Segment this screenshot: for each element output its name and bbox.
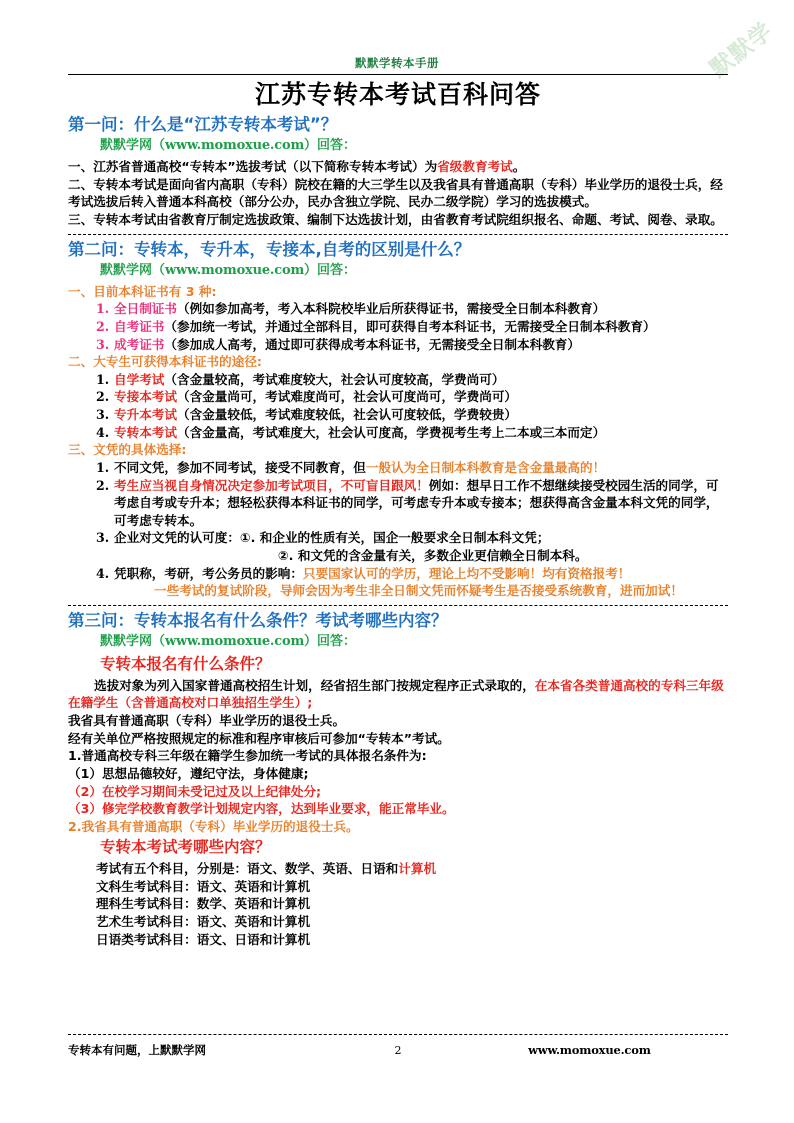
momoxue-url[interactable]: www.momoxue.com xyxy=(165,262,305,278)
list-item xyxy=(96,406,728,424)
q3-subheading-subjects: 专转本考试考哪些内容？ xyxy=(100,838,271,857)
list-item xyxy=(96,424,728,442)
item-desc: （参加统一考试，并通过全部科目，即可获得自考本科证书，无需接受全日制本科教育） xyxy=(164,318,656,334)
document-title: 江苏专转本考试百科问答 xyxy=(254,80,541,109)
item-highlight: 只要国家认可的学历，理论上均不受影响！均有资格报考！ xyxy=(302,565,631,581)
item-name: 专接本考试 xyxy=(114,389,177,405)
item-number: 2. xyxy=(96,318,110,334)
q1-point-1-tail: 。 xyxy=(512,159,526,175)
answer-suffix: ）回答： xyxy=(304,138,357,154)
list-item xyxy=(96,477,728,530)
item-desc: （例如参加高考，考入本科院校毕业后所获得证书，需接受全日制本科教育） xyxy=(176,301,606,317)
q3-subheading-requirements: 专转本报名有什么条件？ xyxy=(100,655,271,674)
item-text: 企业对文凭的认可度：①. 和企业的性质有关，国企一般要求全日制本科文凭； xyxy=(114,530,550,546)
item-desc: （含金量较高，考试难度较大，社会认可度较高，学费尚可） xyxy=(164,371,505,387)
list-item xyxy=(96,336,728,354)
q3-subjects-intro xyxy=(96,860,728,878)
q2-section-1-heading: 一、目前本科证书有 3 种: xyxy=(68,283,217,299)
list-item xyxy=(96,388,728,406)
list-item: 艺术生考试科目：语文、英语和计算机 xyxy=(96,913,311,929)
q3-paragraph-3: 经有关单位严格按照规定的标准和程序审核后可参加“专转本”考试。 xyxy=(68,730,450,746)
momoxue-url[interactable]: www.momoxue.com xyxy=(165,138,305,154)
q1-point-1-text: 一、江苏省普通高校“专转本”选拔考试（以下简称专转本考试）为 xyxy=(68,159,438,175)
momoxue-url[interactable]: www.momoxue.com xyxy=(165,634,305,650)
list-item xyxy=(96,371,728,389)
item-number: 4. xyxy=(96,424,110,440)
item-text: 凭职称，考研，考公务员的影响： xyxy=(114,565,303,581)
question-3-answer-source xyxy=(100,633,728,652)
q3-paragraph-4: 1.普通高校专科三年级在籍学生参加统一考试的具体报名条件为: xyxy=(68,748,427,764)
q1-point-1 xyxy=(68,158,728,176)
subjects-intro-text: 考试有五个科目，分别是：语文、数学、英语、日语和 xyxy=(96,861,399,877)
item-number: 1. xyxy=(96,371,110,387)
item-name: 专升本考试 xyxy=(114,407,177,423)
item-number: 3. xyxy=(96,530,110,546)
list-item: 文科生考试科目：语文、英语和计算机 xyxy=(96,878,311,894)
answer-prefix: 默默学网（ xyxy=(100,634,166,650)
list-item xyxy=(96,300,728,318)
page-footer xyxy=(68,1042,728,1058)
header-divider xyxy=(68,74,728,75)
item-name: 专转本考试 xyxy=(114,424,177,440)
item-text: 例如：想早日工作不想继续接受校园生活的同学，可考虑自考或专升本；想轻松获得本科证书的同学，可考虑专升本或专接本；想获得高含金量本科文凭的同学，可考虑专转本。 xyxy=(114,477,719,528)
list-item: 理科生考试科目：数学、英语和计算机 xyxy=(96,896,311,912)
question-1-answer-source xyxy=(100,137,728,156)
page-header-title: 默默学转本手册 xyxy=(355,56,439,70)
answer-suffix: ）回答： xyxy=(304,262,357,278)
q1-point-3: 三、专转本考试由省教育厅制定选拔政策、编制下达选拔计划，由省教育考试院组织报名、命题、考试、阅卷、录取。 xyxy=(68,211,723,227)
section-divider-2 xyxy=(68,605,728,606)
q2-section-3-heading: 三、文凭的具体选择: xyxy=(68,442,187,458)
item-number: 1. xyxy=(96,459,110,475)
question-1-heading: 第一问：什么是“江苏专转本考试”？ xyxy=(68,115,338,134)
subjects-intro-highlight: 计算机 xyxy=(398,861,437,877)
question-3-heading: 第三问：专转本报名有什么条件？考试考哪些内容？ xyxy=(68,610,448,630)
page-number: 2 xyxy=(394,1043,402,1057)
footer-slogan: 专转本有问题，上默默学网 xyxy=(68,1043,206,1057)
question-2-answer-source xyxy=(100,262,728,281)
item-desc: （含金量较低，考试难度较低，社会认可度较低，学费较贵） xyxy=(176,407,517,423)
item-desc: （参加成人高考，通过即可获得成考本科证书，无需接受全日制本科教育） xyxy=(164,336,580,352)
item-number: 2. xyxy=(96,477,110,493)
q1-point-2: 二、专转本考试是面向省内高职（专科）院校在籍的大三学生以及我省具有普通高职（专科）毕业学历的退役士兵，经考试选拔后转入普通本科高校（部分公办，民办含独立学院、民办二级学院）学习的选拔模式。 xyxy=(68,176,723,210)
q3-paragraph-1 xyxy=(68,677,728,712)
answer-prefix: 默默学网（ xyxy=(100,138,166,154)
item-number: 3. xyxy=(96,336,110,352)
item-number: 2. xyxy=(96,389,110,405)
item-highlight: 考生应当视自身情况决定参加考试项目，不可盲目跟风！ xyxy=(114,477,429,493)
item-highlight: 一般认为全日制本科教育是含金量最高的！ xyxy=(365,459,606,475)
answer-suffix: ）回答： xyxy=(304,634,357,650)
item-name: 自考证书 xyxy=(114,318,165,334)
list-item xyxy=(96,565,728,583)
q3-condition-3: （3）修完学校教育教学计划规定内容，达到毕业要求，能正常毕业。 xyxy=(68,801,455,817)
list-item xyxy=(96,529,728,547)
q3-condition-2: （2）在校学习期间未受记过及以上纪律处分; xyxy=(68,783,322,799)
q2-section-2-heading: 二、大专生可获得本科证书的途径: xyxy=(68,354,262,370)
footer-divider xyxy=(68,1034,728,1035)
item-number: 1. xyxy=(96,301,110,317)
document-content xyxy=(68,78,728,948)
item-desc: （含金量高，考试难度大，社会认可度高，学费视考生考上二本或三本而定） xyxy=(176,424,606,440)
paragraph-text: 选拔对象为列入国家普通高校招生计划，经省招生部门按规定程序正式录取的， xyxy=(94,677,535,693)
q2-section-3-item-3-line-2: ②. 和文凭的含金量有关，多数企业更信赖全日制本科。 xyxy=(278,548,588,564)
item-number: 3. xyxy=(96,407,110,423)
item-name: 自学考试 xyxy=(114,371,165,387)
item-number: 4. xyxy=(96,565,110,581)
answer-prefix: 默默学网（ xyxy=(100,262,166,278)
item-desc: （含金量尚可，考试难度尚可，社会认可度尚可，学费尚可） xyxy=(176,389,517,405)
q3-paragraph-2: 我省具有普通高职（专科）毕业学历的退役士兵。 xyxy=(68,713,346,729)
footer-url[interactable]: www.momoxue.com xyxy=(528,1043,651,1057)
q3-condition-1: （1）思想品德较好，遵纪守法，身体健康; xyxy=(68,765,309,781)
section-divider-1 xyxy=(68,234,728,235)
item-text: 不同文凭，参加不同考试，接受不同教育，但 xyxy=(114,459,366,475)
item-name: 全日制证书 xyxy=(114,301,177,317)
list-item xyxy=(96,459,728,477)
q1-point-1-highlight: 省级教育考试 xyxy=(437,159,513,175)
item-name: 成考证书 xyxy=(114,336,165,352)
list-item xyxy=(96,318,728,336)
q2-section-3-item-4-line-2: 一些考试的复试阶段，导师会因为考生非全日制文凭而怀疑考生是否接受系统教育，进而加试！ xyxy=(154,583,683,599)
question-2-heading: 第二问：专转本，专升本，专接本,自考的区别是什么？ xyxy=(68,239,471,259)
paragraph-highlight: 在本省各类普通高校的专科三年级在籍学生（含普通高校对口单独招生学生）; xyxy=(68,677,724,711)
q3-paragraph-5: 2.我省具有普通高职（专科）毕业学历的退役士兵。 xyxy=(68,818,359,834)
watermark-logo: 默默学 xyxy=(705,17,778,83)
list-item: 日语类考试科目：语文、日语和计算机 xyxy=(96,931,311,947)
